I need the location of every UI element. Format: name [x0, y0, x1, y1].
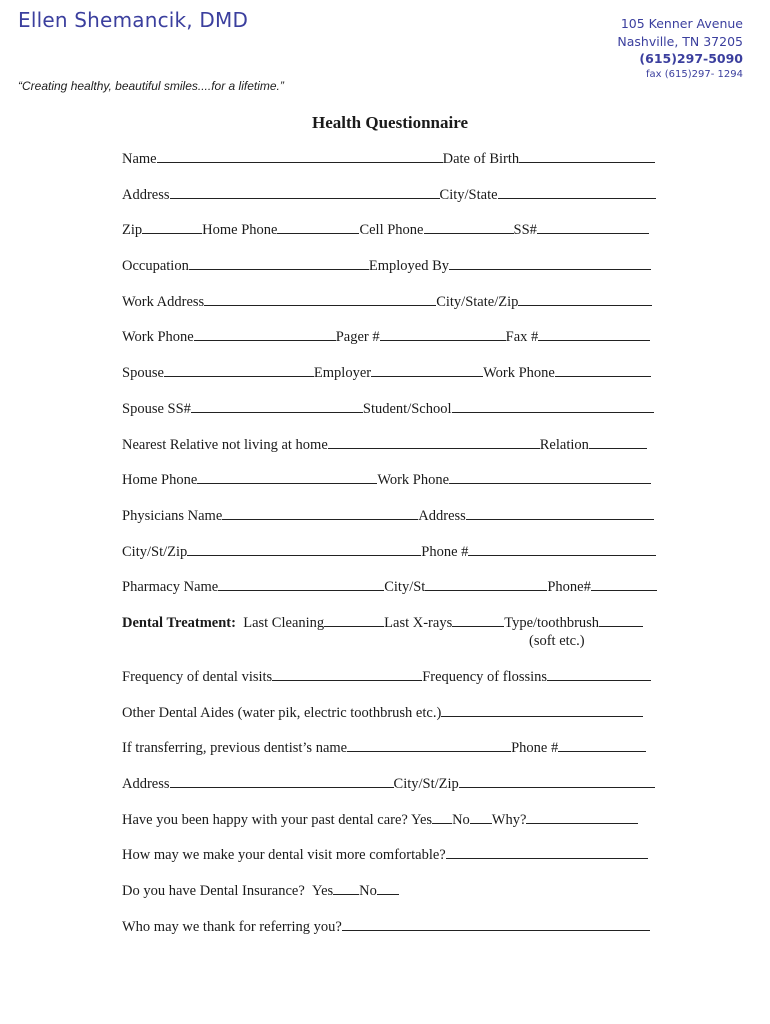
row-name [122, 148, 664, 184]
field-employer[interactable] [371, 362, 483, 377]
field-physician-address[interactable] [466, 505, 654, 520]
label-pharmacy-phone: Phone# [547, 579, 591, 596]
label-insurance-no: No [359, 883, 377, 900]
field-prev-dentist[interactable] [347, 737, 511, 752]
label-freq-flossing: Frequency of flossins [422, 668, 548, 685]
field-home-phone[interactable] [277, 219, 359, 234]
field-name[interactable] [157, 148, 443, 163]
row-physician [122, 505, 664, 541]
label-pharmacy-name: Pharmacy Name [122, 579, 219, 596]
field-pharmacy-name[interactable] [218, 576, 384, 591]
row-referral [122, 916, 664, 952]
label-nearest-relative: Nearest Relative not living at home [122, 436, 328, 453]
field-work-city-state-zip[interactable] [518, 291, 652, 306]
label-physician-phone: Phone # [421, 543, 469, 560]
field-freq-flossing[interactable] [547, 666, 651, 681]
row-occupation [122, 255, 664, 291]
row-nearest-relative [122, 434, 664, 470]
label-pharmacy-city: City/St [384, 579, 426, 596]
field-happy-why[interactable] [526, 809, 638, 824]
field-city-state[interactable] [498, 184, 656, 199]
field-spouse-work-phone[interactable] [555, 362, 651, 377]
label-comfortable: How may we make your dental visit more comfortable? [122, 847, 446, 864]
field-insurance-no[interactable] [377, 880, 399, 895]
label-relative-home-phone: Home Phone [122, 472, 198, 489]
row-frequency [122, 666, 664, 702]
field-physicians-name[interactable] [222, 505, 418, 520]
row-previous-address [122, 773, 664, 809]
field-insurance-yes[interactable] [333, 880, 359, 895]
office-fax: fax (615)297- 1294 [646, 69, 743, 80]
row-happy [122, 809, 664, 845]
label-happy-no: No [452, 811, 470, 828]
label-fax: Fax # [505, 329, 539, 346]
label-other-aides: Other Dental Aides (water pik, electric toothbrush etc.) [122, 704, 442, 721]
practice-tagline: “Creating healthy, beautiful smiles....for a lifetime.” [18, 79, 284, 93]
row-dental-treatment [122, 612, 664, 666]
field-work-phone[interactable] [194, 326, 336, 341]
row-previous-dentist [122, 737, 664, 773]
field-pager[interactable] [380, 326, 506, 341]
field-zip[interactable] [142, 219, 202, 234]
label-spouse: Spouse [122, 365, 164, 382]
label-home-phone: Home Phone [202, 222, 278, 239]
field-fax[interactable] [538, 326, 650, 341]
label-spouse-work-phone: Work Phone [483, 365, 555, 382]
field-spouse-ss[interactable] [191, 398, 363, 413]
field-pharmacy-city[interactable] [425, 576, 547, 591]
field-work-address[interactable] [204, 291, 436, 306]
label-ss: SS# [513, 222, 537, 239]
label-prev-city: City/St/Zip [393, 776, 459, 792]
label-dental-treatment: Dental Treatment: [122, 614, 236, 631]
field-other-aides[interactable] [441, 702, 643, 717]
label-happy-question: Have you been happy with your past dental care? Yes [122, 811, 433, 828]
label-prev-dentist: If transferring, previous dentist’s name [122, 740, 348, 757]
field-student-school[interactable] [452, 398, 654, 413]
row-insurance [122, 880, 664, 916]
field-type-toothbrush[interactable] [599, 612, 643, 627]
label-type-toothbrush: Type/toothbrush [504, 614, 600, 631]
field-occupation[interactable] [189, 255, 369, 270]
row-physician-city [122, 541, 664, 577]
field-comfortable[interactable] [446, 844, 648, 859]
row-address [122, 184, 664, 220]
field-referral[interactable] [342, 916, 650, 931]
label-spouse-ss: Spouse SS# [122, 400, 191, 417]
label-work-city-state-zip: City/State/Zip [436, 293, 519, 310]
label-work-address: Work Address [122, 293, 205, 310]
label-physician-address: Address [418, 507, 466, 524]
row-comfortable [122, 844, 664, 880]
label-zip: Zip [122, 222, 143, 239]
label-pager: Pager # [335, 329, 380, 346]
row-relative-phones [122, 469, 664, 505]
field-freq-visits[interactable] [272, 666, 422, 681]
field-physician-phone[interactable] [468, 541, 656, 556]
label-referral: Who may we thank for referring you? [122, 918, 342, 935]
label-physicians-name: Physicians Name [122, 507, 223, 524]
field-prev-address[interactable] [170, 773, 394, 788]
row-spouse [122, 362, 664, 398]
address-line-1: 105 Kenner Avenue [620, 16, 743, 31]
label-relative-work-phone: Work Phone [377, 472, 450, 489]
label-prev-address: Address [122, 776, 170, 792]
field-relative-work-phone[interactable] [449, 469, 651, 484]
label-insurance-yes: Yes [312, 883, 334, 900]
practice-name: Ellen Shemancik, DMD [18, 8, 249, 32]
field-prev-city[interactable] [459, 773, 655, 788]
field-prev-dentist-phone[interactable] [558, 737, 646, 752]
field-last-xrays[interactable] [452, 612, 504, 627]
label-soft-etc: (soft etc.) [529, 632, 585, 649]
label-work-phone: Work Phone [122, 329, 194, 346]
field-relation[interactable] [589, 434, 647, 449]
field-last-cleaning[interactable] [324, 612, 384, 627]
label-employed-by: Employed By [368, 258, 449, 275]
field-pharmacy-phone[interactable] [591, 576, 657, 591]
row-work-phone [122, 326, 664, 362]
label-last-xrays: Last X-rays [384, 614, 453, 631]
label-occupation: Occupation [122, 258, 189, 275]
label-city-state: City/State [439, 186, 498, 203]
label-date-of-birth: Date of Birth [442, 151, 520, 167]
label-relation: Relation [539, 436, 589, 453]
field-happy-yes[interactable] [432, 809, 452, 824]
label-student-school: Student/School [362, 400, 452, 417]
label-name: Name [122, 151, 157, 167]
field-physician-city[interactable] [187, 541, 421, 556]
field-date-of-birth[interactable] [519, 148, 655, 163]
row-other-aides [122, 702, 664, 738]
field-spouse[interactable] [164, 362, 314, 377]
label-happy-why: Why? [491, 811, 527, 828]
form-title: Health Questionnaire [312, 113, 468, 132]
label-prev-dentist-phone: Phone # [511, 740, 559, 757]
field-nearest-relative[interactable] [328, 434, 540, 449]
field-happy-no[interactable] [470, 809, 492, 824]
field-ss[interactable] [537, 219, 649, 234]
label-address: Address [122, 186, 170, 203]
label-employer: Employer [313, 365, 372, 382]
row-pharmacy [122, 576, 664, 612]
label-physician-city: City/St/Zip [122, 543, 188, 560]
field-relative-home-phone[interactable] [197, 469, 377, 484]
row-work-address [122, 291, 664, 327]
field-employed-by[interactable] [449, 255, 651, 270]
label-cell-phone: Cell Phone [359, 222, 424, 239]
contact-block [617, 15, 743, 82]
row-spouse-ss [122, 398, 664, 434]
office-phone: (615)297-5090 [639, 51, 743, 66]
row-zip-phones [122, 219, 664, 255]
label-freq-visits: Frequency of dental visits [122, 668, 273, 685]
label-insurance: Do you have Dental Insurance? [122, 883, 305, 900]
address-line-2: Nashville, TN 37205 [617, 33, 743, 49]
field-address[interactable] [170, 184, 440, 199]
questionnaire-form [122, 148, 664, 951]
label-last-cleaning: Last Cleaning [243, 614, 325, 631]
field-cell-phone[interactable] [424, 219, 514, 234]
